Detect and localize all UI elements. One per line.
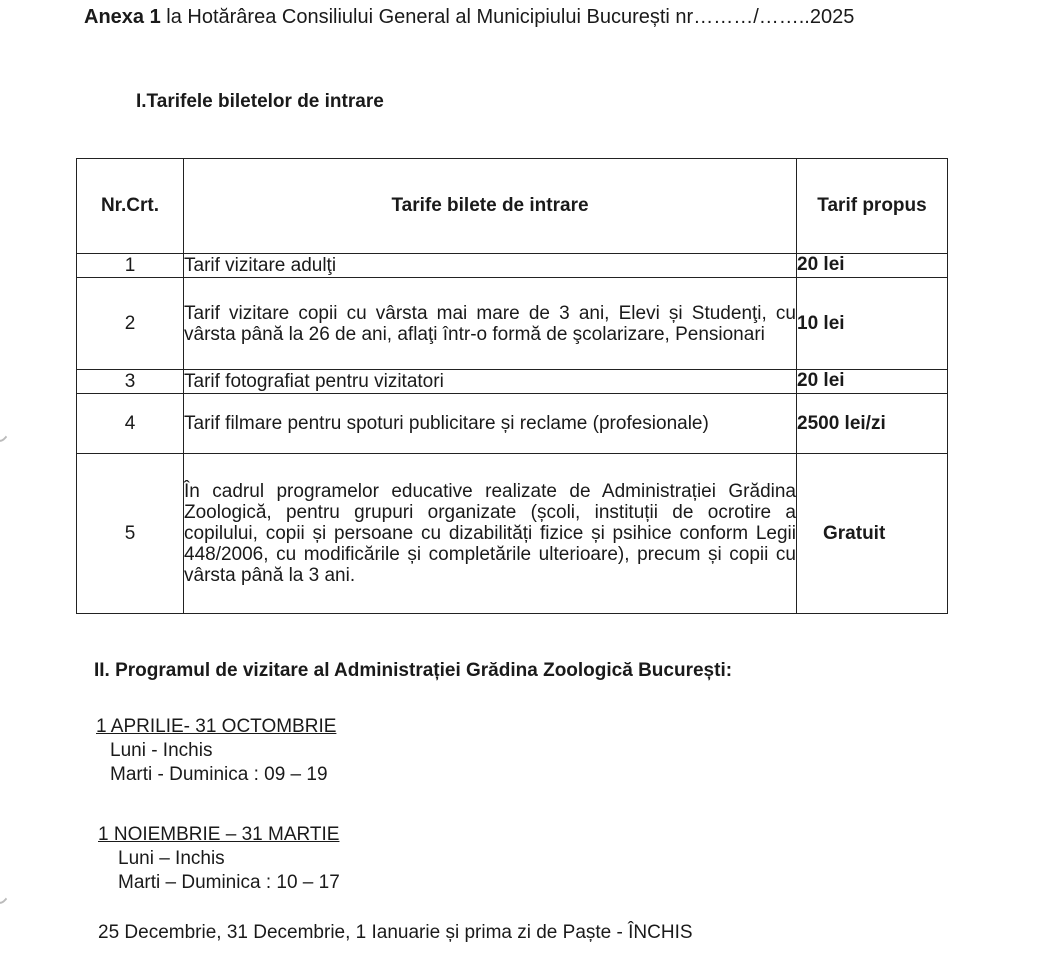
row-description: Tarif filmare pentru spoturi publicitare și reclame (profesionale) bbox=[184, 394, 797, 454]
annex-label: Anexa 1 bbox=[84, 6, 161, 28]
schedule-winter bbox=[98, 823, 340, 895]
column-header-nr: Nr.Crt. bbox=[77, 159, 184, 254]
table-row bbox=[77, 254, 948, 278]
row-description: Tarif vizitare adulţi bbox=[184, 254, 797, 278]
schedule-monday: Luni - Inchis bbox=[110, 740, 213, 761]
schedule-period: 1 NOIEMBRIE – 31 MARTIE bbox=[98, 824, 340, 845]
row-description: În cadrul programelor educative realizate de Administrației Grădina Zoologică, pentru grupuri organizate (școli, instituții de ocrotire a copilului, copii și persoane cu dizabilități fizice și psihice conform Legii 448/2006, cu modificările și completările ulterioare), precum și copii cu vârsta până la 3 ani. bbox=[184, 454, 797, 614]
row-tariff: Gratuit bbox=[797, 454, 948, 614]
table-row bbox=[77, 454, 948, 614]
tariffs-table bbox=[76, 158, 948, 614]
schedule-monday: Luni – Inchis bbox=[118, 848, 225, 869]
column-header-description: Tarife bilete de intrare bbox=[184, 159, 797, 254]
row-number: 2 bbox=[77, 278, 184, 370]
row-tariff: 20 lei bbox=[797, 370, 948, 394]
row-number: 1 bbox=[77, 254, 184, 278]
row-number: 3 bbox=[77, 370, 184, 394]
row-description: Tarif fotografiat pentru vizitatori bbox=[184, 370, 797, 394]
section-title-tariffs: I.Tarifele biletelor de intrare bbox=[136, 91, 384, 112]
table-row bbox=[77, 370, 948, 394]
schedule-hours: Marti - Duminica : 09 – 19 bbox=[110, 764, 328, 785]
schedule-hours: Marti – Duminica : 10 – 17 bbox=[118, 872, 340, 893]
schedule-period: 1 APRILIE- 31 OCTOMBRIE bbox=[96, 716, 337, 737]
row-number: 4 bbox=[77, 394, 184, 454]
annex-header bbox=[84, 6, 854, 29]
row-tariff: 2500 lei/zi bbox=[797, 394, 948, 454]
row-number: 5 bbox=[77, 454, 184, 614]
scan-artifact bbox=[0, 860, 12, 904]
annex-reference: la Hotărârea Consiliului General al Municipiului București nr………/……..2025 bbox=[166, 6, 855, 28]
scan-artifact bbox=[0, 398, 12, 442]
table-row bbox=[77, 278, 948, 370]
section-title-schedule: II. Programul de vizitare al Administrației Grădina Zoologică București: bbox=[94, 660, 733, 681]
schedule-summer bbox=[96, 715, 336, 787]
table-header-row bbox=[77, 159, 948, 254]
row-tariff: 20 lei bbox=[797, 254, 948, 278]
row-description: Tarif vizitare copii cu vârsta mai mare de 3 ani, Elevi și Studenţi, cu vârsta până la 26 de ani, aflaţi într-o formă de şcolarizare, Pensionari bbox=[184, 278, 797, 370]
column-header-tariff: Tarif propus bbox=[797, 159, 948, 254]
row-tariff: 10 lei bbox=[797, 278, 948, 370]
table-row bbox=[77, 394, 948, 454]
holiday-closure-note: 25 Decembrie, 31 Decembrie, 1 Ianuarie și prima zi de Paște - ÎNCHIS bbox=[98, 922, 693, 943]
